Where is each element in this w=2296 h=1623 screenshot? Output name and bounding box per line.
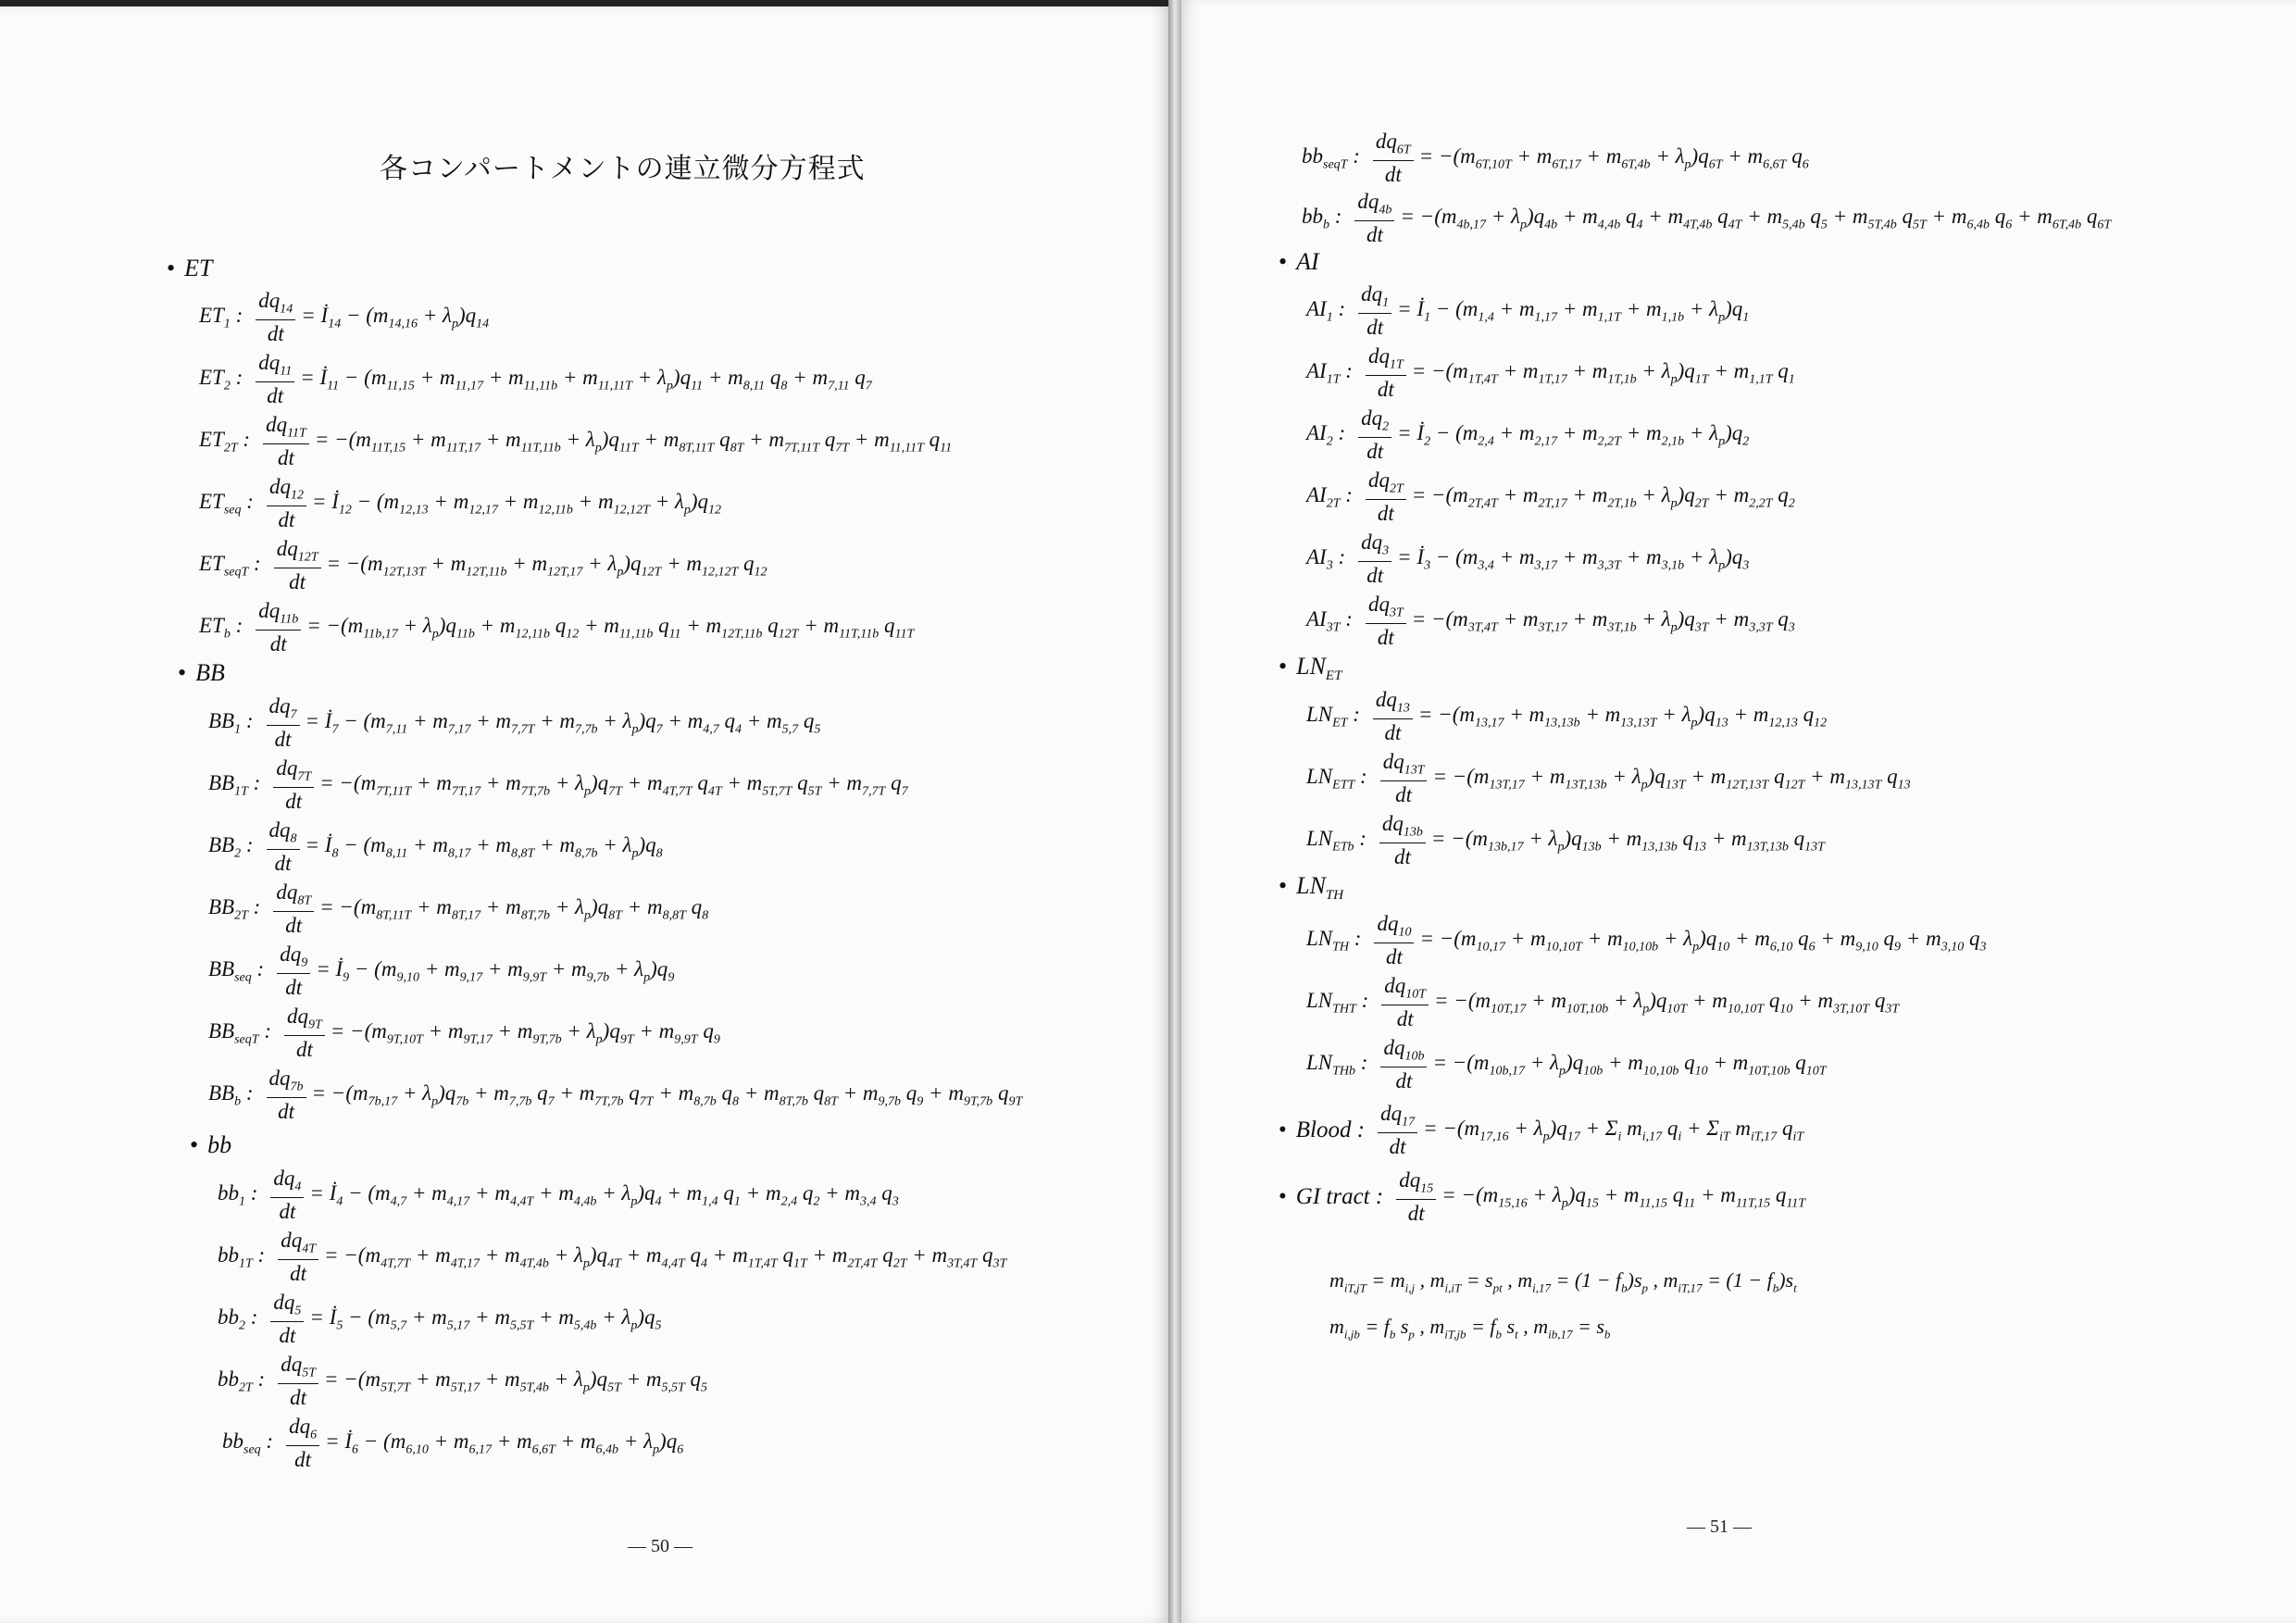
equation-sbb2: $bb_2$ : $\frac{dq_5}{dt}$ = $İ_5 - (m_{5,7} + m_{5,17} + m_{5,5T} + m_{5,4b} + \lambda_p)q_5$ bbox=[218, 1291, 662, 1347]
section-bb: • BB bbox=[178, 659, 225, 686]
equation-ai1: $AI_1$ : $\frac{dq_1}{dt}$ = $İ_1 - (m_{1,4} + m_{1,17} + m_{1,1T} + m_{1,1b} + \lambda_p)q_1$ bbox=[1306, 282, 1750, 339]
equation-lnth: $LN_{TH}$ : $\frac{dq_{10}}{dt}$ = $-(m_{10,17} + m_{10,10T} + m_{10,10b} + \lambda_p)q_{10} + m_{6,10}$ $q_6 + m_{9,10}$ $q_9 + m_{3,10}$ $q_3$ bbox=[1306, 912, 1987, 968]
equation-lnthb: $LN_{THb}$ : $\frac{dq_{10b}}{dt}$ = $-(m_{10b,17} + \lambda_p)q_{10b} + m_{10,10b}$ $q_{10} + m_{10T,10b}$ $q_{10T}$ bbox=[1306, 1036, 1827, 1092]
section-ai: • AI bbox=[1279, 248, 1319, 275]
page-number-right: — 51 — bbox=[1687, 1517, 1752, 1537]
equation-blood: • Blood : $\frac{dq_{17}}{dt}$ = $-(m_{17,16} + \lambda_p)q_{17} + \Sigma_i$ $m_{i,17}$ $q_i + \Sigma_{iT}$ $m_{iT,17}$ $q_{iT}$ bbox=[1279, 1102, 1804, 1158]
equation-ai1t: $AI_{1T}$ : $\frac{dq_{1T}}{dt}$ = $-(m_{1T,4T} + m_{1T,17} + m_{1T,1b} + \lambda_p)q_{1T} + m_{1,1T}$ $q_1$ bbox=[1306, 344, 1795, 401]
equation-sbb1t: $bb_{1T}$ : $\frac{dq_{4T}}{dt}$ = $-(m_{4T,7T} + m_{4T,17} + m_{4T,4b} + \lambda_p)q_{4T} + m_{4,4T}$ $q_4 + m_{1T,4T}$ $q_{1T} + m_{2T,4T}$ $q_{2T} + m_{3T,4T}$ $q_{3T}$ bbox=[218, 1229, 1007, 1285]
equation-ai2t: $AI_{2T}$ : $\frac{dq_{2T}}{dt}$ = $-(m_{2T,4T} + m_{2T,17} + m_{2T,1b} + \lambda_p)q_{2T} + m_{2,2T}$ $q_2$ bbox=[1306, 468, 1795, 525]
section-ln-et: • $LN_{ET}$ bbox=[1279, 653, 1342, 684]
equation-lntht: $LN_{THT}$ : $\frac{dq_{10T}}{dt}$ = $-(m_{10T,17} + m_{10T,10b} + \lambda_p)q_{10T} + m_{10,10T}$ $q_{10} + m_{3T,10T}$ $q_{3T}$ bbox=[1306, 974, 1900, 1030]
equation-sbb2t: $bb_{2T}$ : $\frac{dq_{5T}}{dt}$ = $-(m_{5T,7T} + m_{5T,17} + m_{5T,4b} + \lambda_p)q_{5T} + m_{5,5T}$ $q_5$ bbox=[218, 1353, 708, 1409]
page-title: 各コンパートメントの連立微分方程式 bbox=[380, 153, 866, 185]
equation-sbbb: $bb_b$ : $\frac{dq_{4b}}{dt}$ = $-(m_{4b,17} + \lambda_p)q_{4b} + m_{4,4b}$ $q_4 + m_{4T,4b}$ $q_{4T} + m_{5,4b}$ $q_5 + m_{5T,4b}$ $q_{5T} + m_{6,4b}$ $q_6 + m_{6T,4b}$ $q_{6T}$ bbox=[1302, 190, 2112, 246]
equation-ai3t: $AI_{3T}$ : $\frac{dq_{3T}}{dt}$ = $-(m_{3T,4T} + m_{3T,17} + m_{3T,1b} + \lambda_p)q_{3T} + m_{3,3T}$ $q_3$ bbox=[1306, 593, 1795, 649]
equation-bb1t: $BB_{1T}$ : $\frac{dq_{7T}}{dt}$ = $-(m_{7T,11T} + m_{7T,17} + m_{7T,7b} + \lambda_p)q_{7T} + m_{4T,7T}$ $q_{4T} + m_{5T,7T}$ $q_{5T} + m_{7,7T}$ $q_7$ bbox=[208, 756, 908, 813]
equation-bbseq: $BB_{seq}$ : $\frac{dq_9}{dt}$ = $İ_9 - (m_{9,10} + m_{9,17} + m_{9,9T} + m_{9,7b} + \lambda_p)q_9$ bbox=[208, 943, 675, 999]
definition-line-2: $m_{i,jb} = f_b$ $s_p$ , $m_{iT,jb} = f_b$ $s_t$ , $m_{ib,17} = s_b$ bbox=[1329, 1315, 1611, 1342]
equation-ai3: $AI_3$ : $\frac{dq_3}{dt}$ = $İ_3 - (m_{3,4} + m_{3,17} + m_{3,3T} + m_{3,1b} + \lambda_p)q_3$ bbox=[1306, 531, 1750, 587]
equation-sbbseq: $bb_{seq}$ : $\frac{dq_6}{dt}$ = $İ_6 - (m_{6,10} + m_{6,17} + m_{6,6T} + m_{6,4b} + \lambda_p)q_6$ bbox=[222, 1415, 684, 1471]
section-ln-et-label: $LN_{ET}$ bbox=[1296, 653, 1342, 684]
equation-bbseqt: $BB_{seqT}$ : $\frac{dq_{9T}}{dt}$ = $-(m_{9T,10T} + m_{9T,17} + m_{9T,7b} + \lambda_p)q_{9T} + m_{9,9T}$ $q_9$ bbox=[208, 1005, 720, 1061]
equation-bbb: $BB_b$ : $\frac{dq_{7b}}{dt}$ = $-(m_{7b,17} + \lambda_p)q_{7b} + m_{7,7b}$ $q_7 + m_{7T,7b}$ $q_{7T} + m_{8,7b}$ $q_8 + m_{8T,7b}$ $q_{8T} + m_{9,7b}$ $q_9 + m_{9T,7b}$ $q_{9T}$ bbox=[208, 1067, 1023, 1123]
section-et: • ET bbox=[167, 255, 213, 281]
equation-sbb1: $bb_1$ : $\frac{dq_4}{dt}$ = $İ_4 - (m_{4,7} + m_{4,17} + m_{4,4T} + m_{4,4b} + \lambda_p)q_4 + m_{1,4}$ $q_1 + m_{2,4}$ $q_2 + m_{3,4}$ $q_3$ bbox=[218, 1167, 899, 1223]
equation-lnet: $LN_{ET}$ : $\frac{dq_{13}}{dt}$ = $-(m_{13,17} + m_{13,13b} + m_{13,13T} + \lambda_p)q_{13} + m_{12,13}$ $q_{12}$ bbox=[1306, 688, 1828, 744]
equation-lnett: $LN_{ETT}$ : $\frac{dq_{13T}}{dt}$ = $-(m_{13T,17} + m_{13T,13b} + \lambda_p)q_{13T} + m_{12T,13T}$ $q_{12T} + m_{13,13T}$ $q_{13}$ bbox=[1306, 750, 1911, 806]
equation-etb: $ET_b$ : $\frac{dq_{11b}}{dt}$ = $-(m_{11b,17} + \lambda_p)q_{11b} + m_{12,11b}$ $q_{12} + m_{11,11b}$ $q_{11} + m_{12T,11b}$ $q_{12T} + m_{11T,11b}$ $q_{11T}$ bbox=[199, 599, 915, 655]
equation-ai2: $AI_2$ : $\frac{dq_2}{dt}$ = $İ_2 - (m_{2,4} + m_{2,17} + m_{2,2T} + m_{2,1b} + \lambda_p)q_2$ bbox=[1306, 406, 1750, 463]
section-bb-small: • bb bbox=[190, 1131, 232, 1158]
section-ln-th-label: $LN_{TH}$ bbox=[1296, 872, 1344, 904]
equation-lnetb: $LN_{ETb}$ : $\frac{dq_{13b}}{dt}$ = $-(m_{13b,17} + \lambda_p)q_{13b} + m_{13,13b}$ $q_{13} + m_{13T,13b}$ $q_{13T}$ bbox=[1306, 812, 1825, 868]
equation-bb2: $BB_2$ : $\frac{dq_8}{dt}$ = $İ_8 - (m_{8,11} + m_{8,17} + m_{8,8T} + m_{8,7b} + \lambda_p)q_8$ bbox=[208, 818, 663, 875]
equation-etseq: $ET_{seq}$ : $\frac{dq_{12}}{dt}$ = $İ_{12} - (m_{12,13} + m_{12,17} + m_{12,11b} + m_{12,12T} + \lambda_p)q_{12}$ bbox=[199, 475, 722, 531]
equation-et1: $ET_1$ : $\frac{dq_{14}}{dt}$ = $İ_{14} - (m_{14,16} + \lambda_p)q_{14}$ bbox=[199, 289, 490, 345]
section-ln-th: • $LN_{TH}$ bbox=[1279, 872, 1344, 904]
equation-bb2t: $BB_{2T}$ : $\frac{dq_{8T}}{dt}$ = $-(m_{8T,11T} + m_{8T,17} + m_{8T,7b} + \lambda_p)q_{8T} + m_{8,8T}$ $q_8$ bbox=[208, 880, 709, 937]
equation-etseqt: $ET_{seqT}$ : $\frac{dq_{12T}}{dt}$ = $-(m_{12T,13T} + m_{12T,11b} + m_{12T,17} + \lambda_p)q_{12T} + m_{12,12T}$ $q_{12}$ bbox=[199, 537, 767, 593]
equation-bb1: $BB_1$ : $\frac{dq_7}{dt}$ = $İ_7 - (m_{7,11} + m_{7,17} + m_{7,7T} + m_{7,7b} + \lambda_p)q_7 + m_{4,7}$ $q_4 + m_{5,7}$ $q_5$ bbox=[208, 694, 821, 751]
equation-gi: • GI tract : $\frac{dq_{15}}{dt}$ = $-(m_{15,16} + \lambda_p)q_{15} + m_{11,15}$ $q_{11} + m_{11T,15}$ $q_{11T}$ bbox=[1279, 1168, 1806, 1225]
right-page bbox=[1181, 0, 2296, 1623]
equation-sbbseqt: $bb_{seqT}$ : $\frac{dq_{6T}}{dt}$ = $-(m_{6T,10T} + m_{6T,17} + m_{6T,4b} + \lambda_p)q_{6T} + m_{6,6T}$ $q_6$ bbox=[1302, 130, 1809, 186]
book-gutter bbox=[1168, 0, 1181, 1623]
equation-et2t: $ET_{2T}$ : $\frac{dq_{11T}}{dt}$ = $-(m_{11T,15} + m_{11T,17} + m_{11T,11b} + \lambda_p)q_{11T} + m_{8T,11T}$ $q_{8T} + m_{7T,11T}$ $q_{7T} + m_{11,11T}$ $q_{11}$ bbox=[199, 413, 953, 469]
equation-et2: $ET_2$ : $\frac{dq_{11}}{dt}$ = $İ_{11} - (m_{11,15} + m_{11,17} + m_{11,11b} + m_{11,11T} + \lambda_p)q_{11} + m_{8,11}$ $q_8 + m_{7,11}$ $q_7$ bbox=[199, 351, 872, 407]
definitions bbox=[1329, 1261, 1797, 1355]
definition-line-1: $m_{iT,jT} = m_{i,j}$ , $m_{i,iT} = s_{pt}$ , $m_{i,17} = (1 - f_b)s_p$ , $m_{iT,17} = (1 - f_b)s_t$ bbox=[1329, 1268, 1797, 1295]
page-number-left: — 50 — bbox=[628, 1536, 693, 1556]
